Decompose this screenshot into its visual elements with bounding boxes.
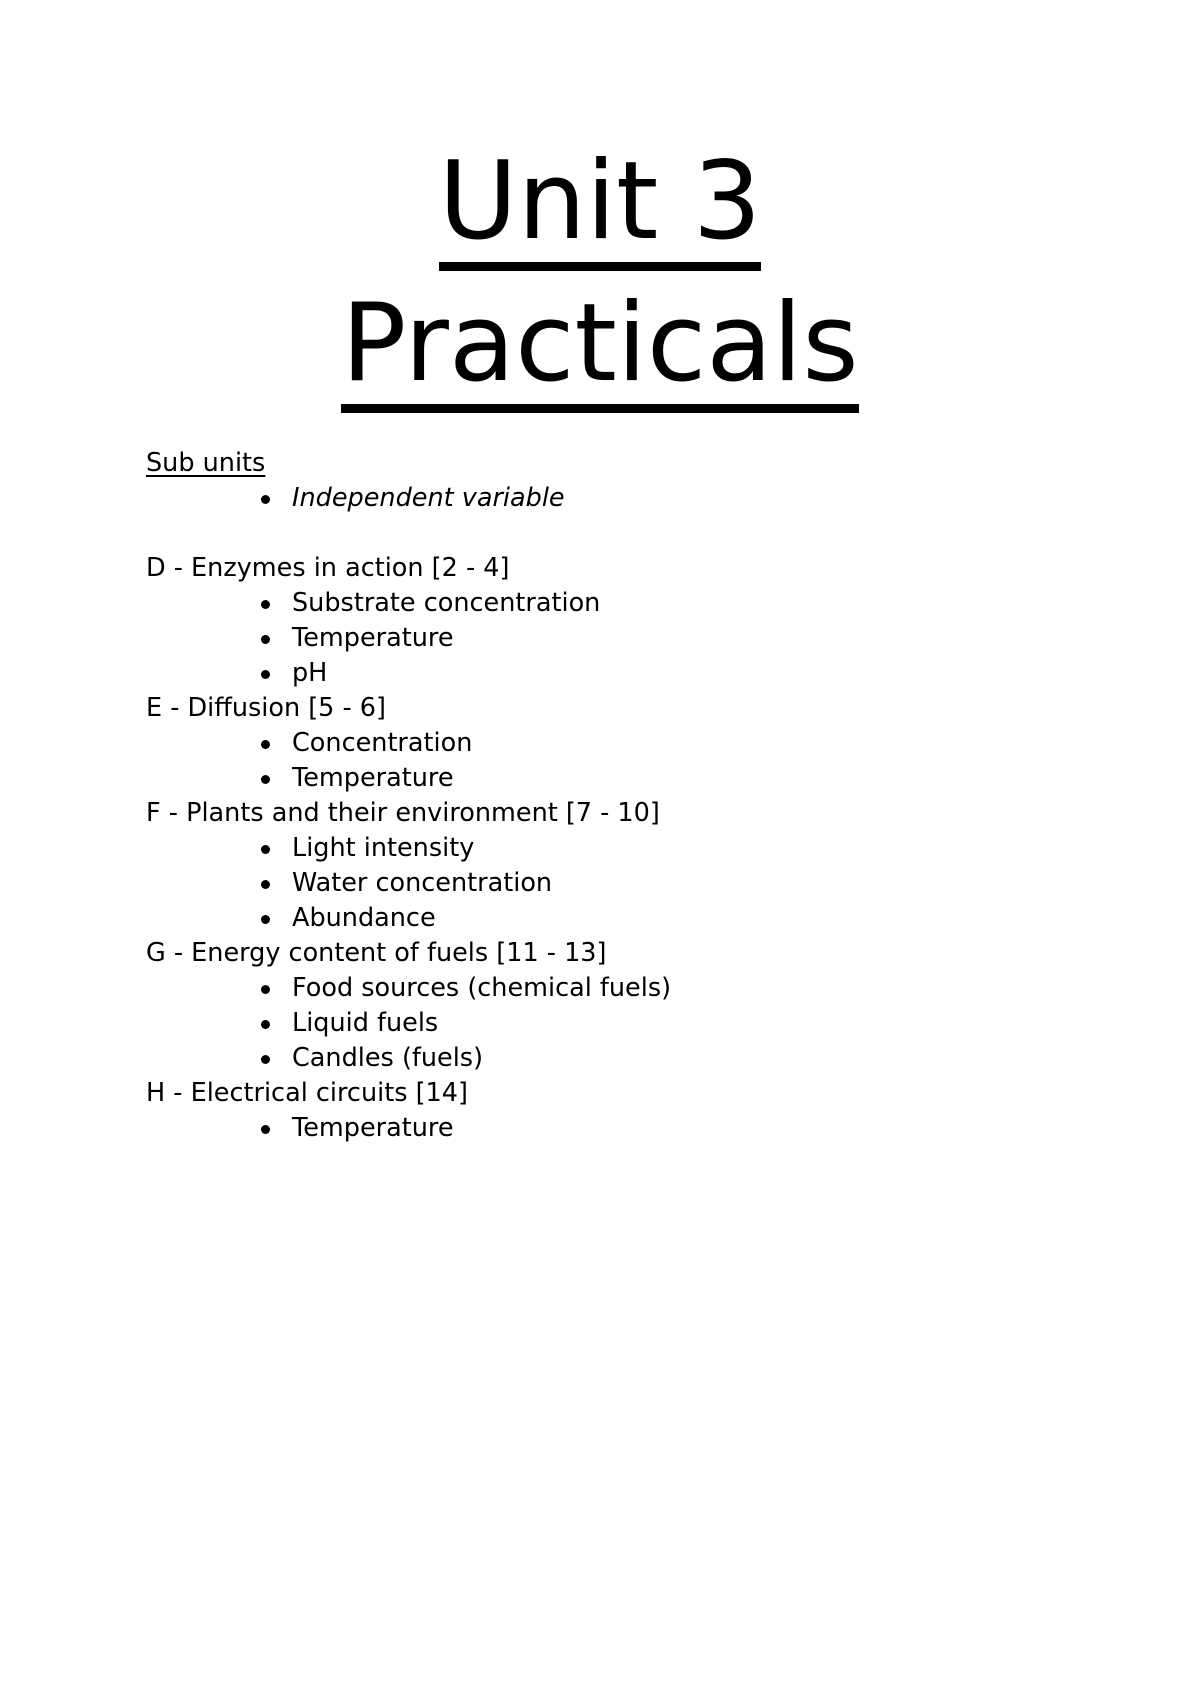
list-item-label: Temperature bbox=[292, 763, 454, 793]
bullet-icon bbox=[261, 845, 270, 854]
section-h-list bbox=[146, 1111, 1146, 1146]
bullet-icon bbox=[261, 600, 270, 609]
section-heading-h: H - Electrical circuits [14] bbox=[146, 1078, 468, 1108]
title-practicals: Practicals bbox=[341, 290, 858, 413]
list-item-label: Food sources (chemical fuels) bbox=[292, 973, 672, 1003]
bullet-icon bbox=[261, 1125, 270, 1134]
page-title-line-1 bbox=[0, 139, 1200, 271]
list-item bbox=[292, 726, 1146, 761]
section-f-list bbox=[146, 831, 1146, 936]
bullet-icon bbox=[261, 1055, 270, 1064]
list-item bbox=[292, 831, 1146, 866]
page-title-line-2 bbox=[0, 281, 1200, 413]
list-item-label: Light intensity bbox=[292, 833, 475, 863]
title-unit: Unit 3 bbox=[439, 148, 762, 271]
bullet-icon bbox=[261, 635, 270, 644]
subunits-legend-list bbox=[146, 481, 1146, 516]
list-item-label: Independent variable bbox=[292, 483, 565, 513]
list-item bbox=[292, 901, 1146, 936]
section-heading-g: G - Energy content of fuels [11 - 13] bbox=[146, 938, 607, 968]
bullet-icon bbox=[261, 915, 270, 924]
bullet-icon bbox=[261, 495, 270, 504]
bullet-icon bbox=[261, 740, 270, 749]
bullet-icon bbox=[261, 985, 270, 994]
list-item bbox=[292, 586, 1146, 621]
list-item-label: Abundance bbox=[292, 903, 436, 933]
bullet-icon bbox=[261, 670, 270, 679]
section-d-list bbox=[146, 586, 1146, 691]
list-item-label: Concentration bbox=[292, 728, 473, 758]
section-g-list bbox=[146, 971, 1146, 1076]
list-item bbox=[292, 481, 1146, 516]
section-heading-d: D - Enzymes in action [2 - 4] bbox=[146, 553, 510, 583]
bullet-icon bbox=[261, 775, 270, 784]
spacer bbox=[146, 516, 1146, 551]
list-item bbox=[292, 971, 1146, 1006]
list-item bbox=[292, 621, 1146, 656]
list-item-label: Candles (fuels) bbox=[292, 1043, 484, 1073]
section-heading-f: F - Plants and their environment [7 - 10] bbox=[146, 798, 660, 828]
section-e-list bbox=[146, 726, 1146, 796]
list-item bbox=[292, 866, 1146, 901]
list-item bbox=[292, 1111, 1146, 1146]
list-item-label: Temperature bbox=[292, 623, 454, 653]
list-item bbox=[292, 656, 1146, 691]
list-item-label: Substrate concentration bbox=[292, 588, 601, 618]
list-item-label: Water concentration bbox=[292, 868, 553, 898]
list-item-label: Temperature bbox=[292, 1113, 454, 1143]
document-body bbox=[146, 446, 1146, 1146]
list-item bbox=[292, 1041, 1146, 1076]
list-item bbox=[292, 1006, 1146, 1041]
list-item-label: Liquid fuels bbox=[292, 1008, 439, 1038]
subunits-heading: Sub units bbox=[146, 448, 266, 478]
bullet-icon bbox=[261, 1020, 270, 1029]
list-item-label: pH bbox=[292, 658, 328, 688]
list-item bbox=[292, 761, 1146, 796]
section-heading-e: E - Diffusion [5 - 6] bbox=[146, 693, 386, 723]
bullet-icon bbox=[261, 880, 270, 889]
